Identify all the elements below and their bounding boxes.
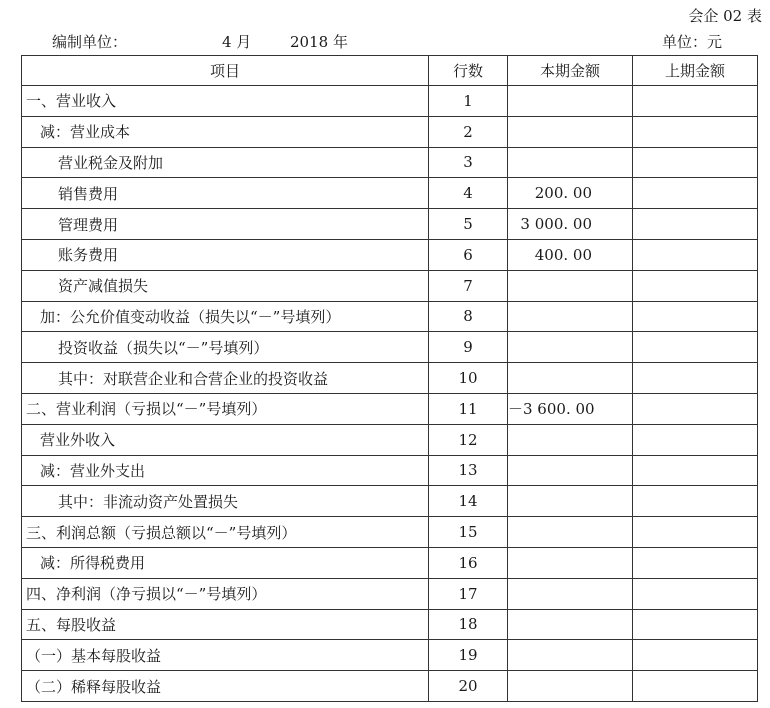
- row-line-number: 11: [429, 393, 508, 424]
- table-row: [22, 640, 758, 671]
- row-line-number: 20: [429, 671, 508, 702]
- column-header-line-number: 行数: [429, 56, 508, 86]
- row-current-amount: [508, 424, 633, 455]
- table-row: [22, 424, 758, 455]
- row-previous-amount: [633, 609, 758, 640]
- row-previous-amount: [633, 547, 758, 578]
- table-header-row: [22, 56, 758, 86]
- row-line-number: 14: [429, 486, 508, 517]
- table-row: [22, 517, 758, 548]
- table-row: [22, 455, 758, 486]
- row-item-label: 三、利润总额（亏损总额以“－”号填列）: [22, 517, 429, 548]
- table-row: [22, 178, 758, 209]
- table-row: [22, 270, 758, 301]
- row-previous-amount: [633, 517, 758, 548]
- row-line-number: 17: [429, 578, 508, 609]
- row-line-number: 12: [429, 424, 508, 455]
- row-current-amount: 400. 00: [508, 239, 633, 270]
- row-item-label: 营业税金及附加: [22, 147, 429, 178]
- row-current-amount: [508, 301, 633, 332]
- row-current-amount: [508, 486, 633, 517]
- row-item-label: 四、净利润（净亏损以“－”号填列）: [22, 578, 429, 609]
- row-line-number: 4: [429, 178, 508, 209]
- row-line-number: 10: [429, 363, 508, 394]
- row-previous-amount: [633, 86, 758, 117]
- row-item-label: 管理费用: [22, 209, 429, 240]
- row-current-amount: [508, 547, 633, 578]
- row-item-label: 五、每股收益: [22, 609, 429, 640]
- column-header-current-amount: 本期金额: [508, 56, 633, 86]
- row-item-label: 减：营业外支出: [22, 455, 429, 486]
- column-header-item: 项目: [22, 56, 429, 86]
- row-previous-amount: [633, 363, 758, 394]
- period-year: 2018 年: [290, 33, 348, 51]
- column-header-previous-amount: 上期金额: [633, 56, 758, 86]
- row-line-number: 2: [429, 116, 508, 147]
- table-row: [22, 486, 758, 517]
- row-current-amount: [508, 517, 633, 548]
- row-previous-amount: [633, 147, 758, 178]
- row-previous-amount: [633, 640, 758, 671]
- row-current-amount: [508, 578, 633, 609]
- income-statement-table: [21, 55, 758, 702]
- row-item-label: （二）稀释每股收益: [22, 671, 429, 702]
- row-current-amount: [508, 671, 633, 702]
- table-row: [22, 609, 758, 640]
- row-line-number: 16: [429, 547, 508, 578]
- period-month: 4 月: [222, 33, 252, 51]
- row-previous-amount: [633, 424, 758, 455]
- row-line-number: 13: [429, 455, 508, 486]
- table-row: [22, 239, 758, 270]
- row-item-label: 营业外收入: [22, 424, 429, 455]
- row-previous-amount: [633, 209, 758, 240]
- row-item-label: 减：所得税费用: [22, 547, 429, 578]
- row-previous-amount: [633, 301, 758, 332]
- row-current-amount: [508, 455, 633, 486]
- row-line-number: 15: [429, 517, 508, 548]
- row-item-label: 其中：非流动资产处置损失: [22, 486, 429, 517]
- row-current-amount: [508, 270, 633, 301]
- table-row: [22, 363, 758, 394]
- row-previous-amount: [633, 578, 758, 609]
- row-current-amount: 200. 00: [508, 178, 633, 209]
- row-line-number: 1: [429, 86, 508, 117]
- row-current-amount: [508, 363, 633, 394]
- row-item-label: （一）基本每股收益: [22, 640, 429, 671]
- row-item-label: 减：营业成本: [22, 116, 429, 147]
- row-item-label: 一、营业收入: [22, 86, 429, 117]
- table-row: [22, 671, 758, 702]
- row-previous-amount: [633, 455, 758, 486]
- form-code: 会企 02 表: [688, 7, 762, 25]
- row-line-number: 7: [429, 270, 508, 301]
- table-row: [22, 209, 758, 240]
- row-previous-amount: [633, 239, 758, 270]
- row-item-label: 二、营业利润（亏损以“－”号填列）: [22, 393, 429, 424]
- row-line-number: 8: [429, 301, 508, 332]
- row-item-label: 加：公允价值变动收益（损失以“－”号填列）: [22, 301, 429, 332]
- row-previous-amount: [633, 178, 758, 209]
- row-previous-amount: [633, 116, 758, 147]
- row-line-number: 19: [429, 640, 508, 671]
- row-current-amount: [508, 332, 633, 363]
- row-line-number: 18: [429, 609, 508, 640]
- table-row: [22, 147, 758, 178]
- table-row: [22, 301, 758, 332]
- row-line-number: 3: [429, 147, 508, 178]
- row-previous-amount: [633, 486, 758, 517]
- table-row: [22, 116, 758, 147]
- table-row: [22, 393, 758, 424]
- row-current-amount: [508, 86, 633, 117]
- row-current-amount: [508, 116, 633, 147]
- row-previous-amount: [633, 393, 758, 424]
- table-row: [22, 86, 758, 117]
- table-row: [22, 332, 758, 363]
- currency-unit: 单位：元: [662, 33, 723, 51]
- row-line-number: 6: [429, 239, 508, 270]
- table-body: [22, 86, 758, 702]
- row-current-amount: －3 600. 00: [508, 393, 633, 424]
- row-item-label: 其中：对联营企业和合营企业的投资收益: [22, 363, 429, 394]
- statement-meta-row: [0, 31, 770, 51]
- row-line-number: 5: [429, 209, 508, 240]
- table-row: [22, 578, 758, 609]
- row-line-number: 9: [429, 332, 508, 363]
- row-item-label: 账务费用: [22, 239, 429, 270]
- preparing-unit-label: 编制单位：: [52, 33, 128, 51]
- row-item-label: 投资收益（损失以“－”号填列）: [22, 332, 429, 363]
- row-current-amount: [508, 147, 633, 178]
- table-row: [22, 547, 758, 578]
- row-previous-amount: [633, 270, 758, 301]
- row-previous-amount: [633, 671, 758, 702]
- row-current-amount: [508, 609, 633, 640]
- row-previous-amount: [633, 332, 758, 363]
- row-current-amount: 3 000. 00: [508, 209, 633, 240]
- row-item-label: 销售费用: [22, 178, 429, 209]
- row-item-label: 资产减值损失: [22, 270, 429, 301]
- row-current-amount: [508, 640, 633, 671]
